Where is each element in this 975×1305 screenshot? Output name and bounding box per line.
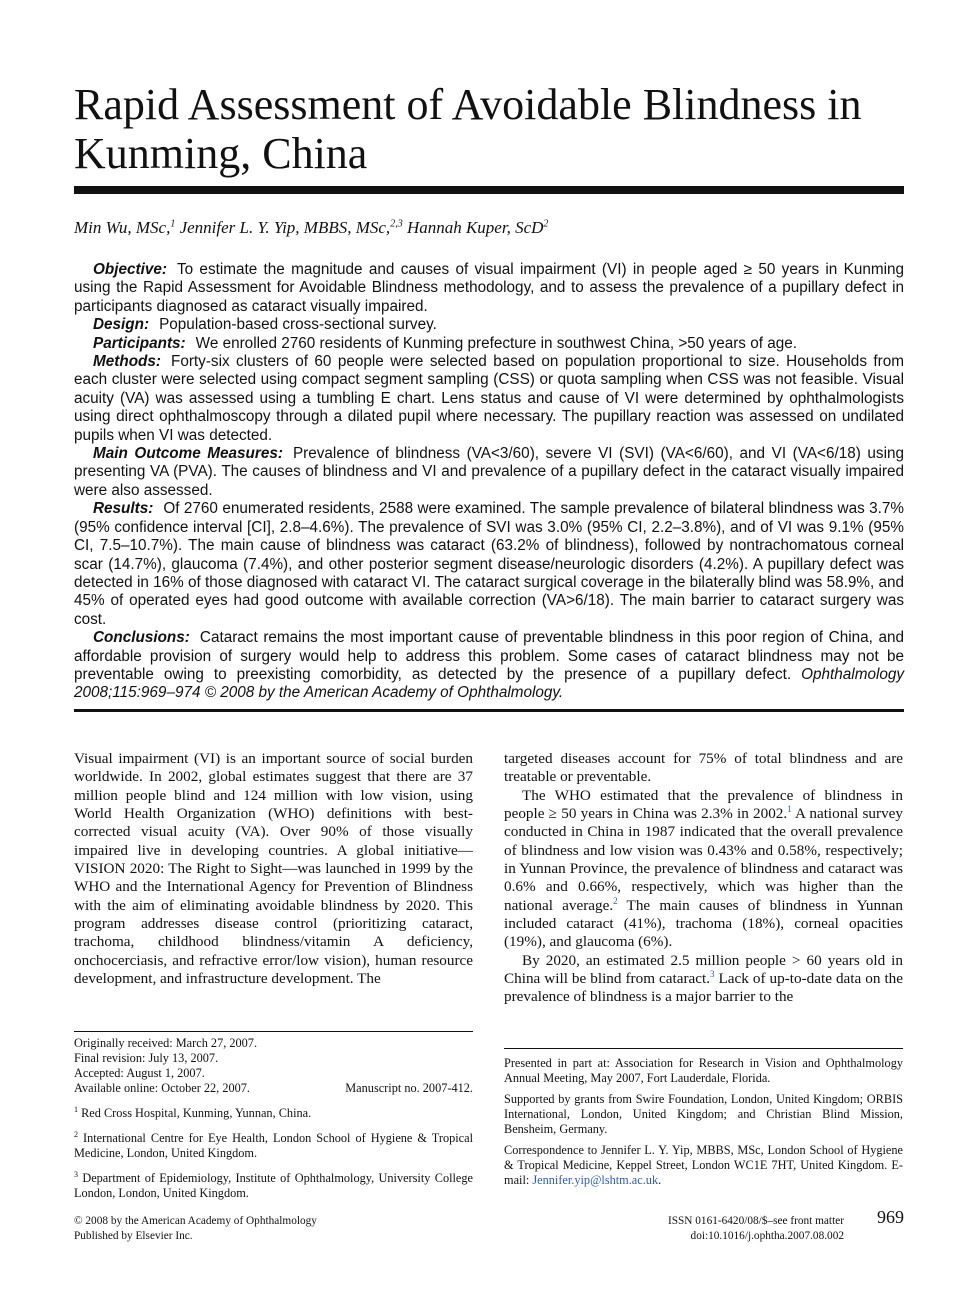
presented-note: Presented in part at: Association for Research in Vision and Ophthalmology Annual Meeting, May 2007, Fort Lauderdale, Florida. [504,1056,903,1085]
design-label: Design: [93,316,150,334]
body-column-right [504,750,903,1007]
author-3-affiliation: 2 [543,218,549,230]
abstract-results [74,500,904,629]
reference-link-1[interactable]: 1 [787,803,792,814]
author-2-affiliation: 2,3 [390,218,403,230]
issn-line: ISSN 0161-6420/08/$–see front matter [667,1215,844,1227]
results-label: Results: [93,500,154,518]
methods-label: Methods: [93,353,161,371]
footer-left [74,1214,434,1244]
correspondence-text: Correspondence to Jennifer L. Y. Yip, MBBS, MSc, London School of Hygiene & Tropical Medicine, Keppel Street, London WC1E 7HT, United Kingdom. E-mail: [504,1143,903,1187]
date-revision: Final revision: July 13, 2007. [74,1051,219,1065]
results-text: Of 2760 enumerated residents, 2588 were examined. The sample prevalence of bilateral blindness was 3.7% (95% confidence interval [CI], 2.8–4.6%). The prevalence of SVI was 3.0% (95% CI, 2.2–3.8%), and of VI was 9.1% (95% CI, 7.5–10.7%). The main cause of blindness was cataract (63.2% of blindness), followed by nontrachomatous corneal scar (14.7%), glaucoma (7.4%), and other posterior segment disease/neurologic disorders (4.2%). A pupillary defect was detected in 16% of those diagnosed with cataract VI. The cataract surgical coverage in the bilaterally blind was 58.9%, and 45% of operated eyes had good outcome with available correction (VA>6/18). The main barrier to cataract surgery was cost. [74,500,904,628]
date-accepted: Accepted: August 1, 2007. [74,1066,205,1080]
measures-label: Main Outcome Measures: [93,445,283,463]
affiliation-1 [74,1102,473,1121]
body-paragraph: targeted diseases account for 75% of total blindness and are treatable or preventable. [504,750,903,786]
manuscript-number: Manuscript no. 2007-412. [345,1081,473,1095]
copyright-line: © 2008 by the American Academy of Ophthalmology [74,1215,317,1227]
page-number: 969 [877,1207,904,1227]
measures-text: Prevalence of blindness (VA<3/60), severe VI (SVI) (VA<6/60), and VI (VA<6/18) using presenting VA (PVA). The causes of blindness and VI and prevalence of a pupillary defect in the cataract visually impaired were also assessed. [74,445,904,499]
abstract [74,261,904,703]
abstract-design [74,316,904,334]
author-list [74,218,904,238]
abstract-methods [74,353,904,445]
affiliation-2 [74,1127,473,1161]
body-paragraph [504,787,903,952]
body-text: The WHO estimated that the prevalence of blindness in people ≥ 50 years in China was 2.3% in 2002. [504,786,903,823]
reference-link-2[interactable]: 2 [613,895,618,906]
body-text: A national survey conducted in China in 1987 indicated that the overall prevalence of blindness and low vision was 0.43% and 0.58%, respectively; in Yunnan Province, the prevalence of blindness and cataract was 0.6% and 0.66%, respectively, which was higher than the national average. [504,805,903,914]
email-link[interactable]: Jennifer.yip@lshtm.ac.uk [532,1173,659,1187]
affiliation-3 [74,1167,473,1201]
online-row [74,1081,473,1096]
affiliation-number: 2 [74,1130,78,1140]
author-3: Hannah Kuper, ScD [406,218,544,237]
correspondence-end: . [658,1173,662,1187]
body-text: By 2020, an estimated 2.5 million people > 60 years old in China will be blind from cataract. [504,951,903,988]
objective-label: Objective: [93,261,167,278]
title-rule [74,186,904,194]
footnote-rule-right [504,1048,903,1049]
author-1: Min Wu, MSc, [74,218,171,237]
objective-text: To estimate the magnitude and causes of visual impairment (VI) in people aged ≥ 50 years in Kunming using the Rapid Assessment for Avoidable Blindness methodology, and to assess the prevalence of a pupillary defect in participants diagnosed as cataract visually impaired. [74,261,904,315]
abstract-citation: Ophthalmology 2008;115:969–974 © 2008 by the American Academy of Ophthalmology. [74,665,905,702]
affiliation-text: International Centre for Eye Health, London School of Hygiene & Tropical Medicine, London, United Kingdom. [74,1131,473,1161]
abstract-conclusions [74,629,904,703]
participants-label: Participants: [93,334,186,352]
footnotes-right [504,1056,903,1188]
abstract-participants [74,335,904,353]
affiliation-number: 3 [74,1170,78,1180]
conclusions-label: Conclusions: [93,629,190,647]
participants-text: We enrolled 2760 residents of Kunming prefecture in southwest China, >50 years of age. [195,334,797,352]
correspondence-note [504,1143,903,1188]
design-text: Population-based cross-sectional survey. [159,316,437,334]
footer-right [600,1214,844,1244]
footnotes-left [74,1036,473,1201]
affiliation-text: Red Cross Hospital, Kunming, Yunnan, China. [78,1106,312,1121]
reference-link-3[interactable]: 3 [710,969,715,980]
body-column-left [74,750,473,988]
abstract-rule [74,709,904,712]
support-note: Supported by grants from Swire Foundation, London, United Kingdom; ORBIS International, London, United Kingdom; and Christian Blind Mission, Bensheim, Germany. [504,1092,903,1136]
methods-text: Forty-six clusters of 60 people were selected based on population proportional to size. Households from each cluster were selected using compact segment sampling (CSS) or quota sampling when CSS was not feasible. Visual acuity (VA) was assessed using a tumbling E chart. Lens status and cause of VI were determined by ophthalmologists using direct ophthalmoscopy through a dilated pupil where necessary. The pupillary reaction was assessed on undilated pupils when VI was detected. [74,353,904,444]
author-2: Jennifer L. Y. Yip, MBBS, MSc, [179,218,391,237]
body-text: Lack of up-to-date data on the prevalence of blindness is a major barrier to the [504,970,904,1006]
publisher-line: Published by Elsevier Inc. [74,1230,193,1242]
affiliation-text: Department of Epidemiology, Institute of Ophthalmology, University College London, London, United Kingdom. [74,1171,473,1201]
conclusions-text: Cataract remains the most important cause of preventable blindness in this poor region of China, and affordable provision of surgery would help to address this problem. Some cases of cataract blindness may not be preventable owing to preexisting comorbidity, as detected by the presence of a pupillary defect. [74,629,904,683]
date-online: Available online: October 22, 2007. [74,1081,250,1095]
author-1-affiliation: 1 [170,218,176,230]
body-paragraph: Visual impairment (VI) is an important source of social burden worldwide. In 2002, global estimates suggest that there are 37 million people blind and 124 million with low vision, using World Health Organization (WHO) definitions with best-corrected visual acuity (VA). Over 90% of those visually impaired live in developing countries. A global initiative—VISION 2020: The Right to Sight—was launched in 1999 by the WHO and the International Agency for Prevention of Blindness with the aim of eliminating avoidable blindness by 2020. This program addresses disease control (prioritizing cataract, trachoma, childhood blindness/vitamin A deficiency, onchocerciasis, and refractive error/low vision), human resource development, and infrastructure development. The [74,750,473,988]
abstract-objective [74,261,904,316]
manuscript-dates [74,1036,473,1096]
article-title: Rapid Assessment of Avoidable Blindness in Kunming, China [74,80,862,178]
body-text: The main causes of blindness in Yunnan included cataract (41%), trachoma (18%), corneal opacities (19%), and glaucoma (6%). [504,896,903,951]
affiliation-number: 1 [74,1105,78,1114]
date-received: Originally received: March 27, 2007. [74,1036,258,1050]
footnote-rule-left [74,1031,473,1032]
body-paragraph [504,952,903,1007]
abstract-measures [74,445,904,500]
doi-line: doi:10.1016/j.ophtha.2007.08.002 [690,1230,844,1242]
